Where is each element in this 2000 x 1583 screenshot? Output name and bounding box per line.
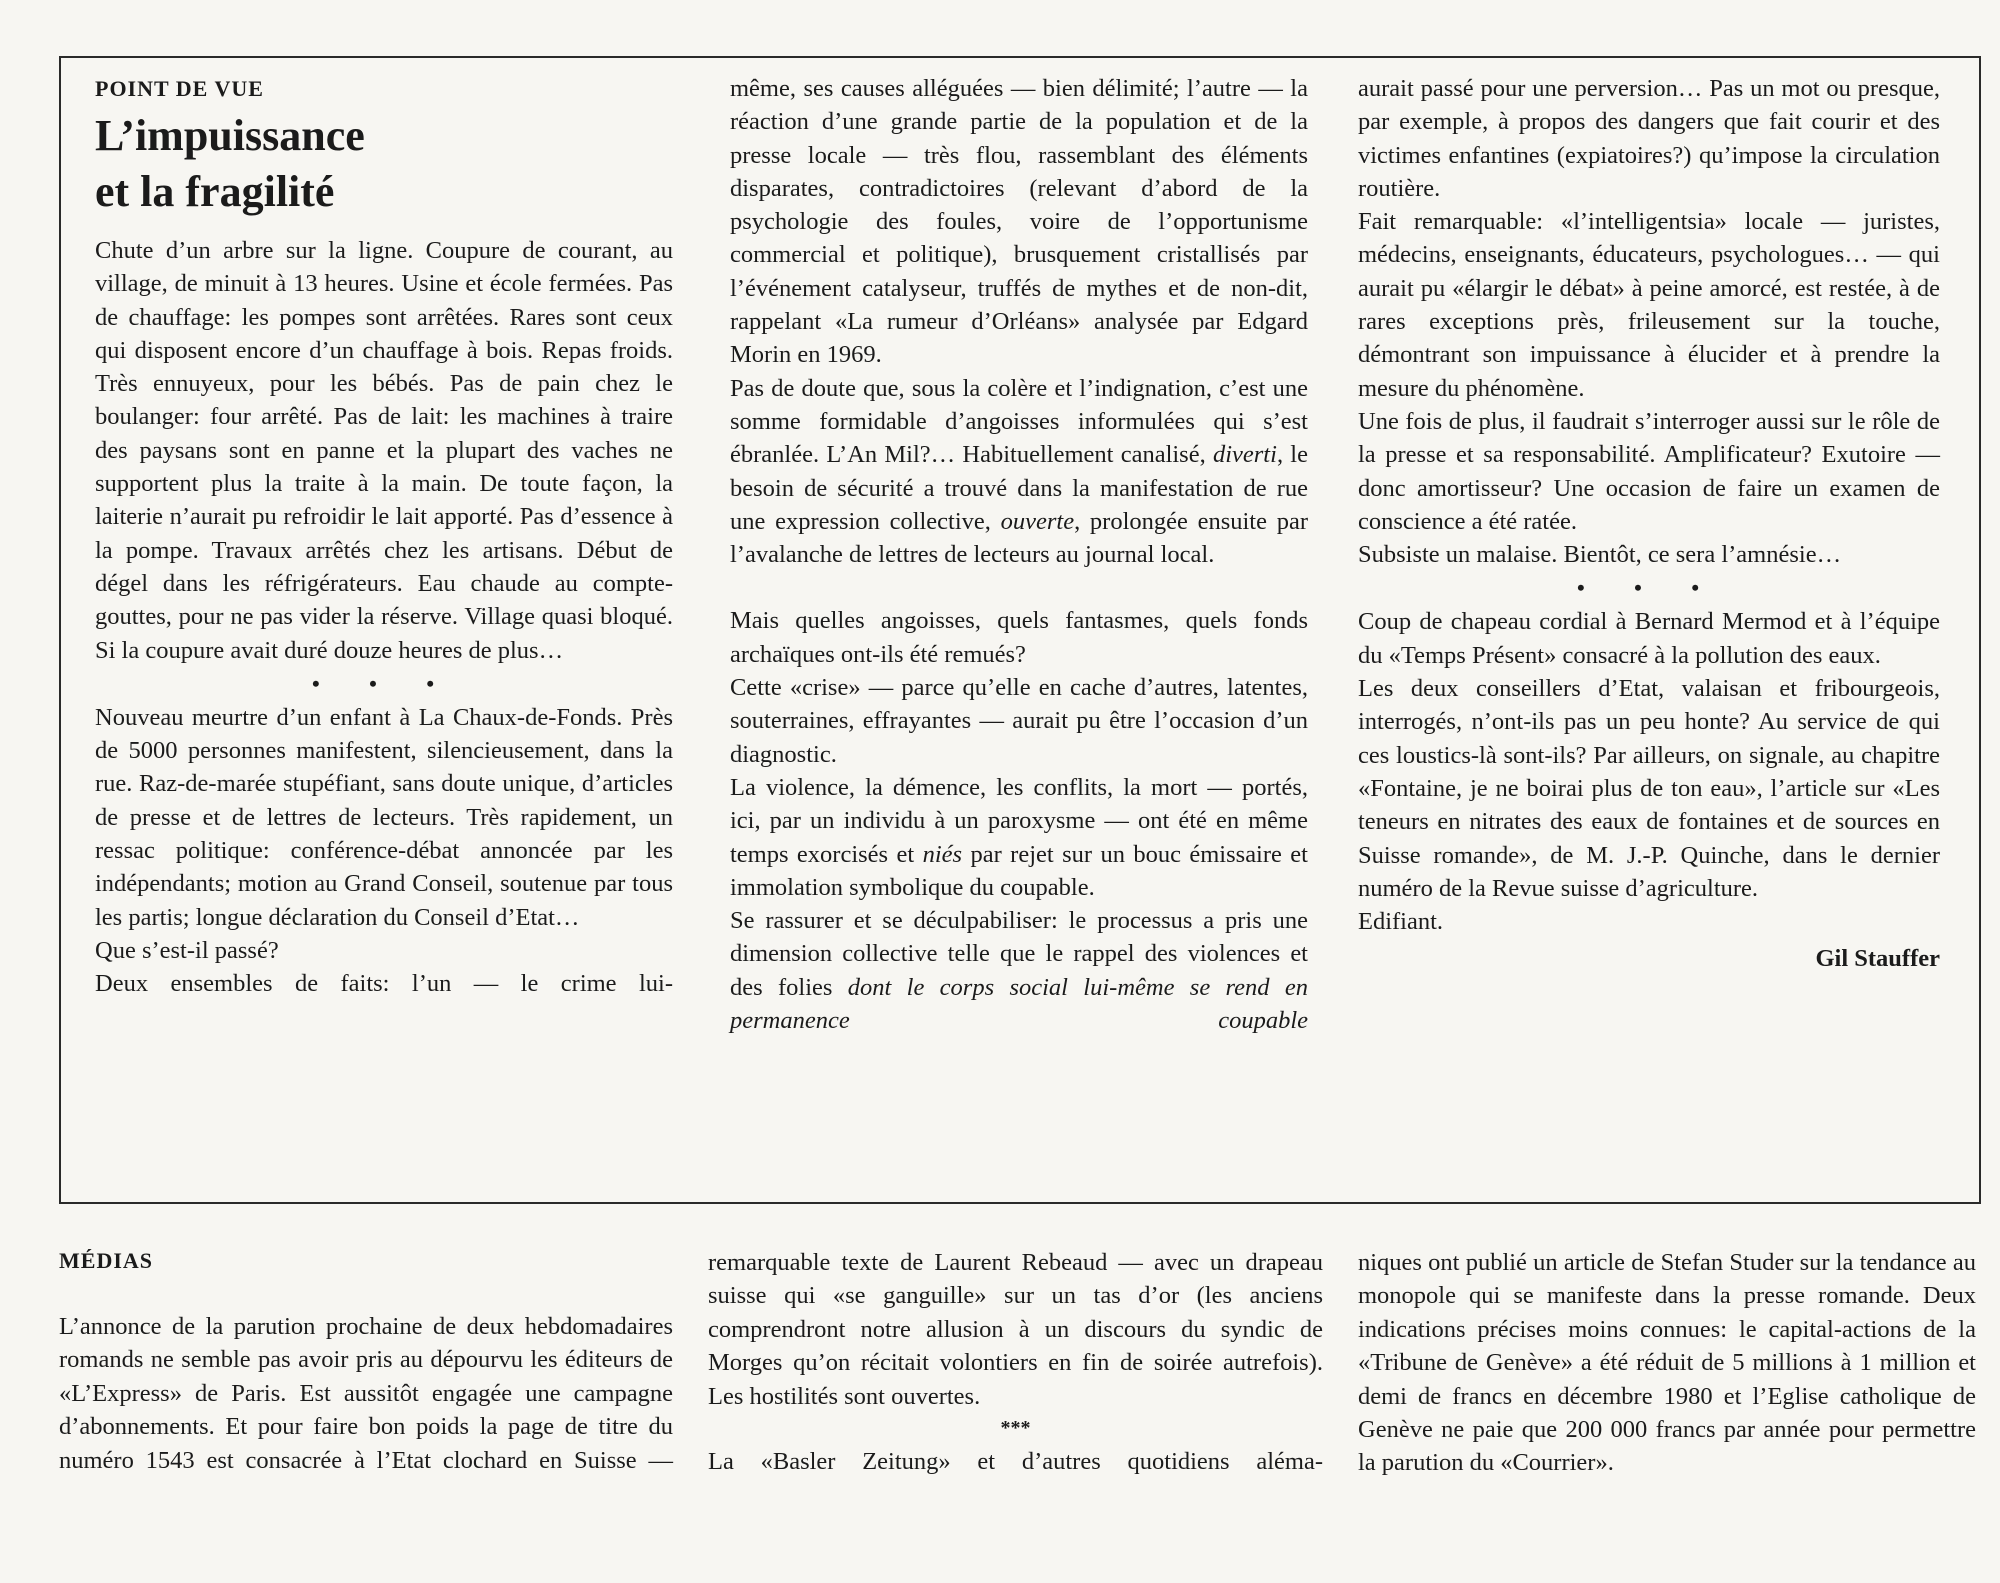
paragraph: aurait passé pour une perversion… Pas un mot ou presque, par exemple, à propos des dangers que fait courir et des victimes enfantines (expiatoires?) qu’impose la circulation routière. — [1358, 75, 1940, 202]
paragraph: La violence, la démence, les conflits, la mort — portés, ici, par un individu à un paroxysme — ont été en même temps exorcisés et niés par rejet sur un bouc émissaire et immolation symbolique du coupable. — [730, 773, 1308, 901]
paragraph: Fait remarquable: «l’intelligentsia» locale — juristes, médecins, enseignants, éducateurs, psychologues… — qui aurait pu «élargir le débat» à peine amorcé, est restée, à de rares exceptions près, frileusement sur la touche, démontrant son impuissance à élucider et à prendre la mesure du phénomène. — [1358, 208, 1940, 402]
title-line-2: et la fragilité — [95, 167, 335, 216]
paragraph: Subsiste un malaise. Bientôt, ce sera l’amnésie… — [1358, 541, 1842, 569]
paragraph: Nouveau meurtre d’un enfant à La Chaux-de-Fonds. Près de 5000 personnes manifestent, silencieusement, dans la rue. Raz-de-marée stupéfiant, sans doute unique, d’articles de presse et de lettres de lecteurs. Très rapidement, un ressac politique: conférence-débat annoncée par les indépendants; motion au Grand Conseil, soutenue par tous les partis; longue déclaration du Conseil d’Etat… — [95, 703, 673, 931]
paragraph: Chute d’un arbre sur la ligne. Coupure de courant, au village, de minuit à 13 heures. Usine et école fermées. Pas de chauffage: les pompes sont arrêtées. Rares sont ceux qui disposent encore d’un chauffage à bois. Repas froids. Très ennuyeux, pour les bébés. Pas de pain chez le boulanger: four arrêté. Pas de lait: les machines à traire des paysans sont en panne et la plupart des vaches ne supportent plus la traite à la main. De toute façon, la laiterie n’aurait pu refroidir le lait apporté. Pas d’essence à la pompe. Travaux arrêtés chez les artisans. Début de dégel dans les réfrigérateurs. Eau chaude au compte-gouttes, pour ne pas vider la réserve. Village quasi bloqué. Si la coupure avait duré douze heures de plus… — [95, 237, 673, 664]
paragraph: La «Basler Zeitung» et d’autres quotidiens aléma- — [708, 1448, 1323, 1476]
medias-column-3 — [1358, 1246, 1976, 1480]
paragraph: Mais quelles angoisses, quels fantasmes, quels fonds archaïques ont-ils été remués? — [730, 607, 1308, 668]
article-column-2 — [730, 72, 1308, 1037]
paragraph: même, ses causes alléguées — bien délimité; l’autre — la réaction d’une grande partie de la population et de la presse locale — très flou, rassemblant des éléments disparates, contradictoires (relevant d’abord de la psychologie des foules, voire de l’opportunisme commercial et politique), brusquement cristallisés par l’événement catalyseur, truffés de mythes et de non-dit, rappelant «La rumeur d’Orléans» analysée par Edgard Morin en 1969. — [730, 75, 1308, 369]
article-column-3 — [1358, 72, 1940, 976]
section-separator: • • • — [1576, 575, 1722, 601]
paragraph: Se rassurer et se déculpabiliser: le processus a pris une dimension collective telle que le rappel des violences et des folies dont le corps social lui-même se rend en permanence coupable — [730, 907, 1308, 1035]
article-title — [95, 108, 673, 220]
paragraph: Coup de chapeau cordial à Bernard Mermod et à l’équipe du «Temps Présent» consacré à la pollution des eaux. — [1358, 608, 1940, 669]
article-column-1 — [95, 74, 673, 1001]
paragraph: L’annonce de la parution prochaine de deux hebdomadaires romands ne semble pas avoir pris au dépourvu les éditeurs de «L’Express» de Paris. Est aussitôt engagée une campagne d’abonnements. Et pour faire bon poids la page de titre du numéro 1543 est consacrée à l’Etat clochard en Suisse — — [59, 1313, 673, 1474]
paragraph: Que s’est-il passé? — [95, 936, 279, 964]
paragraph: remarquable texte de Laurent Rebeaud — avec un drapeau suisse qui «se ganguille» sur un tas d’or (les anciens comprendront notre allusion à un discours du syndic de Morges qu’on récitait volontiers en fin de soirée autrefois). Les hostilités sont ouvertes. — [708, 1249, 1323, 1410]
section-separator: • • • — [311, 670, 457, 696]
section-kicker: POINT DE VUE — [95, 76, 264, 101]
paragraph: Une fois de plus, il faudrait s’interroger aussi sur le rôle de la presse et sa responsabilité. Amplificateur? Exutoire — donc amortisseur? Une occasion de faire un examen de conscience a été ratée. — [1358, 407, 1940, 535]
medias-column-2 — [708, 1246, 1323, 1478]
paragraph: Deux ensembles de faits: l’un — le crime lui- — [95, 970, 673, 998]
section-label: MÉDIAS — [59, 1248, 154, 1273]
paragraph: Cette «crise» — parce qu’elle en cache d’autres, latentes, souterraines, effrayantes — aurait pu être l’occasion d’un diagnostic. — [730, 674, 1308, 768]
paragraph: Edifiant. — [1358, 908, 1444, 936]
paragraph: Pas de doute que, sous la colère et l’indignation, c’est une somme formidable d’angoisses informulées qui s’est ébranlée. L’An Mil?… Habituellement canalisé, diverti, le besoin de sécurité a trouvé dans la manifestation de rue une expression collective, ouverte, prolongée ensuite par l’avalanche de lettres de lecteurs au journal local. — [730, 374, 1308, 569]
title-line-1: L’impuissance — [95, 111, 365, 160]
author-signature: Gil Stauffer — [1815, 945, 1940, 973]
paragraph: Les deux conseillers d’Etat, valaisan et fribourgeois, interrogés, n’ont-ils pas un peu honte? Au service de qui ces loustics-là sont-ils? Par ailleurs, on signale, au chapitre «Fontaine, je ne boirai plus de ton eau», l’article sur «Les teneurs en nitrates des eaux de fontaines et de sources en Suisse romande», de M. J.-P. Quinche, dans le dernier numéro de la Revue suisse d’agriculture. — [1358, 675, 1940, 902]
section-separator: *** — [1000, 1417, 1031, 1440]
medias-column-1 — [59, 1246, 673, 1477]
paragraph: niques ont publié un article de Stefan Studer sur la tendance au monopole qui se manifeste dans la presse romande. Deux indications précises moins connues: le capital-actions de la «Tribune de Genève» a été réduit de 5 millions à 1 million et demi de francs en décembre 1980 et l’Eglise catholique de Genève ne paie que 200 000 francs par année pour permettre la parution du «Courrier». — [1358, 1249, 1976, 1477]
